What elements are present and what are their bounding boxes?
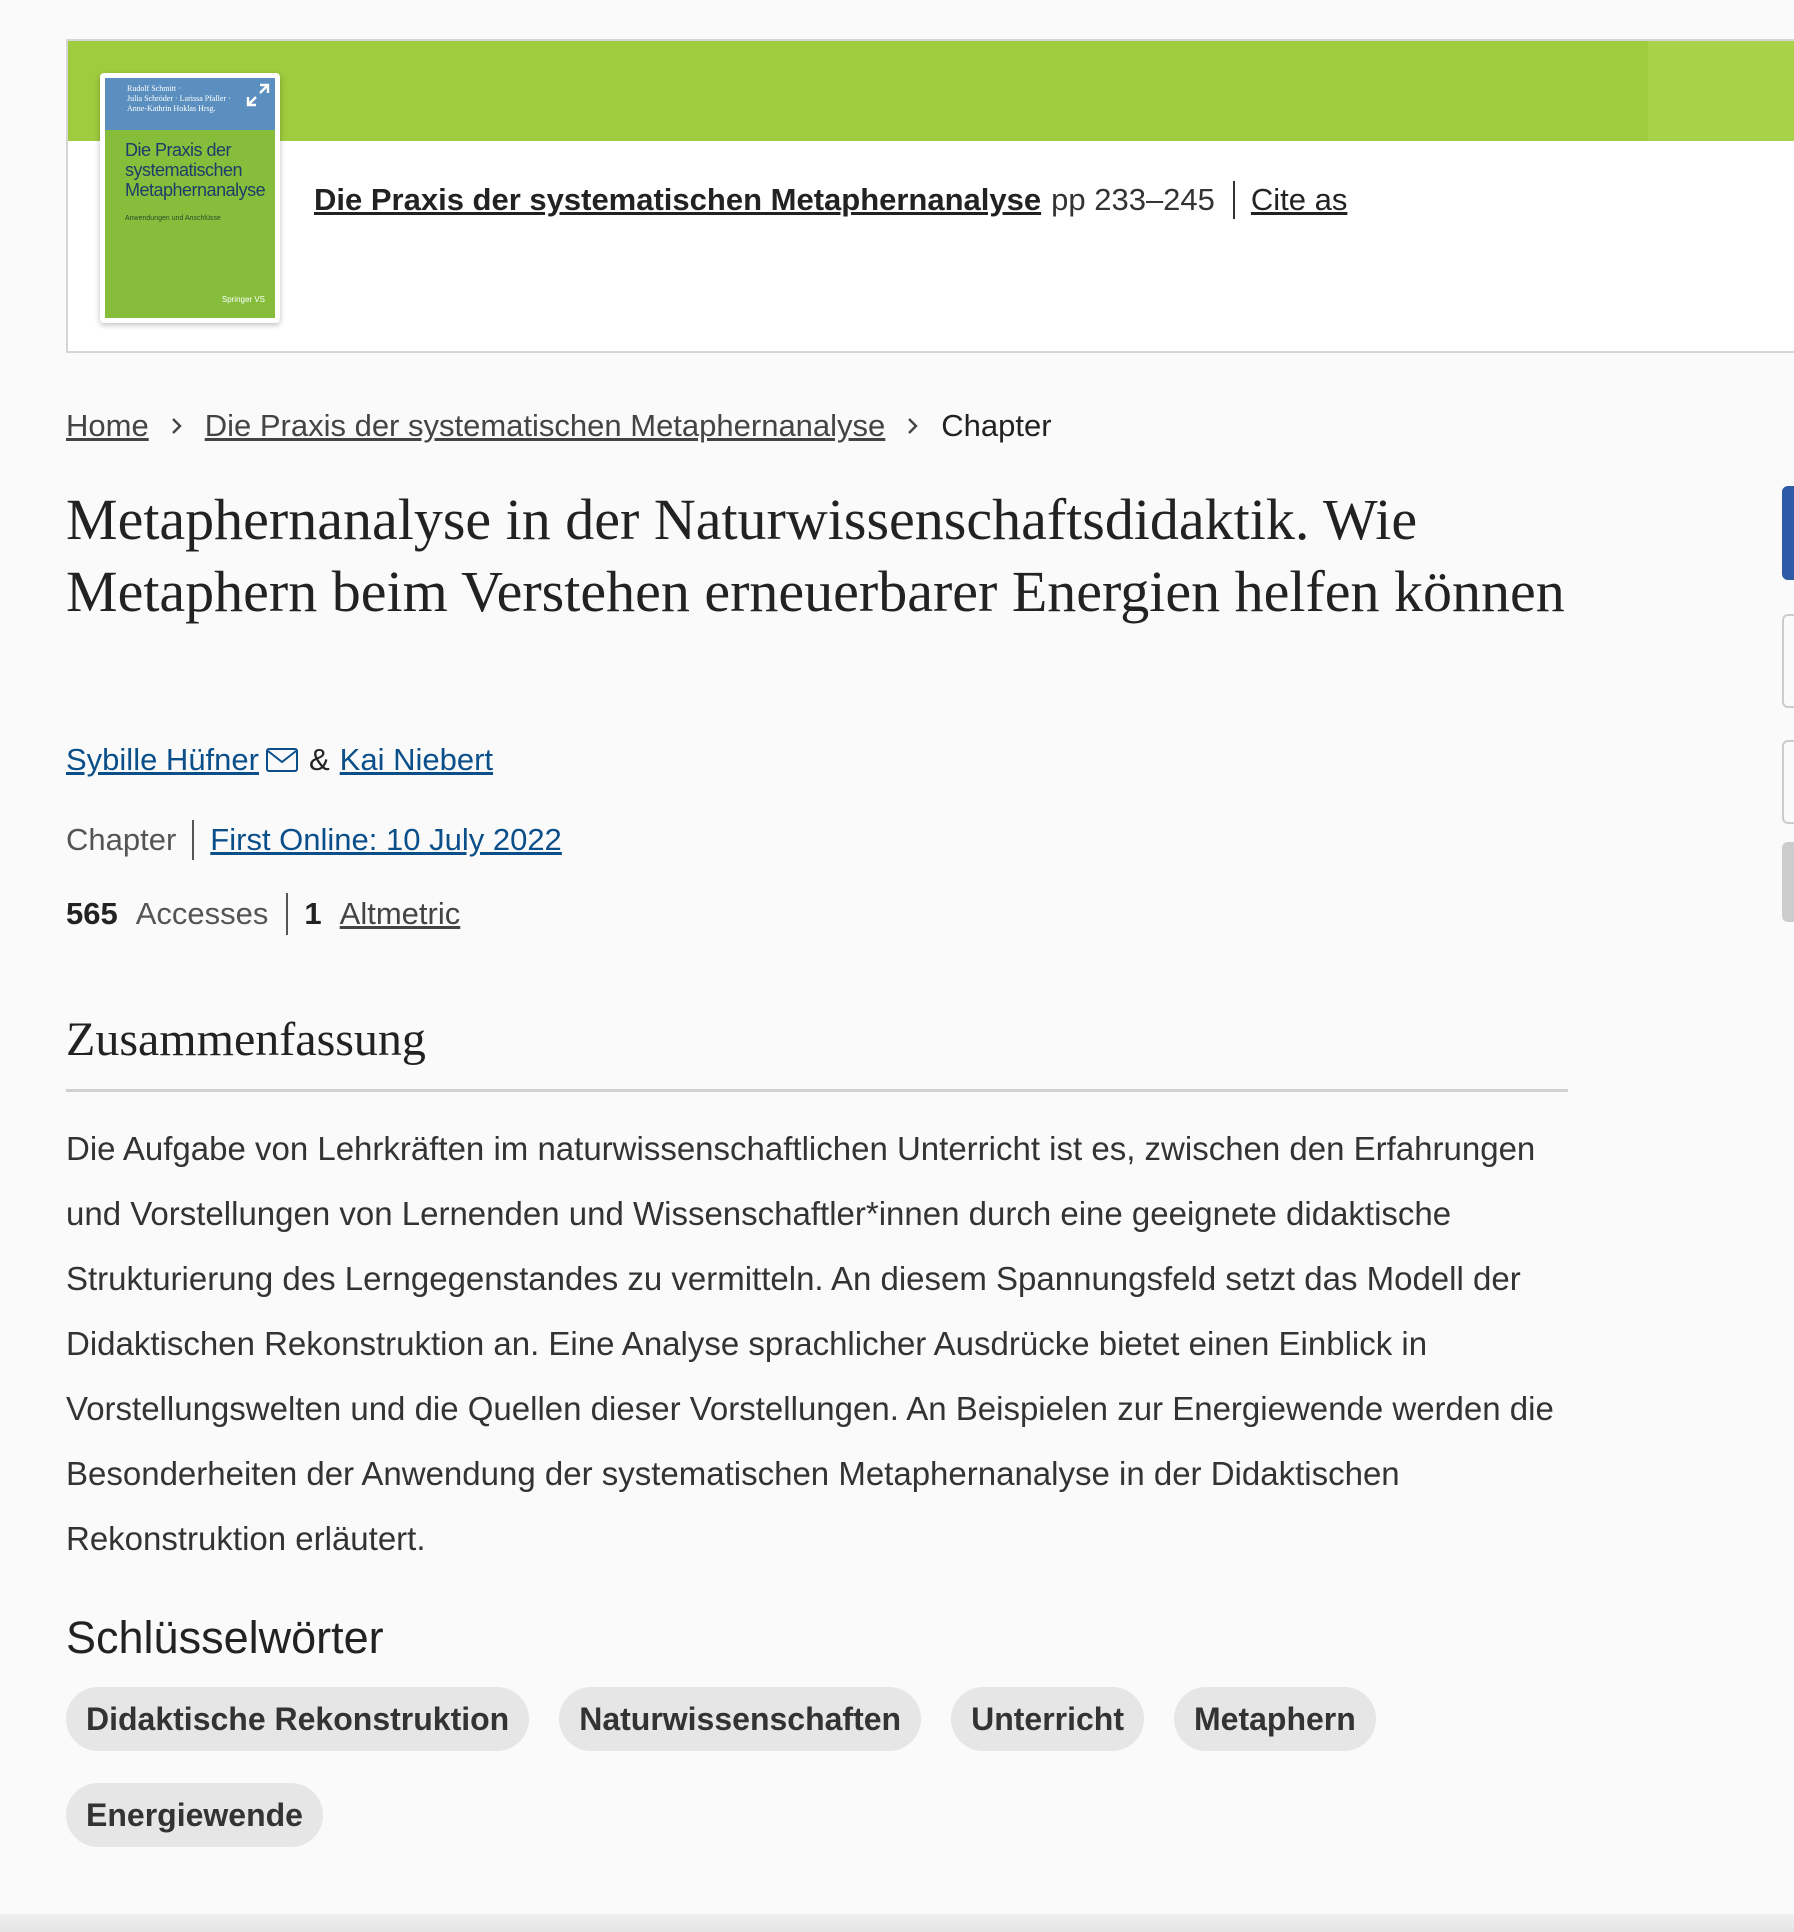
book-cover[interactable] bbox=[100, 73, 280, 323]
page-title: Metaphernanalyse in der Naturwissenschaftsdidaktik. Wie Metaphern beim Verstehen erneuerbarer Energien helfen können bbox=[66, 487, 1565, 624]
breadcrumb-book[interactable]: Die Praxis der systematischen Metaphernanalyse bbox=[204, 408, 886, 443]
chevron-right-icon bbox=[169, 416, 185, 436]
cover-title-line: Die Praxis der bbox=[125, 140, 232, 160]
cover-editor-line: Anne-Kathrin Hoklas Hrsg. bbox=[127, 104, 216, 113]
cover-publisher: Springer VS bbox=[221, 295, 265, 304]
book-header-band-edge bbox=[1648, 41, 1794, 141]
cite-as-link[interactable]: Cite as bbox=[1250, 182, 1348, 217]
mail-icon[interactable] bbox=[265, 747, 299, 773]
abstract-text: Die Aufgabe von Lehrkräften im naturwissenschaftlichen Unterricht ist es, zwischen den Erfahrungen und Vorstellungen von Lernenden und Wissenschaftler*innen durch eine geeignete didaktische Strukturierung des Lerngegenstandes zu vermitteln. An diesem Spannungsfeld setzt das Modell der Didaktischen Rekonstruktion an. Eine Analyse sprachlicher Ausdrücke bietet einen Einblick in Vorstellungswelten und die Quellen dieser Vorstellungen. An Beispielen zur Energiewende werden die Besonderheiten der Anwendung der systematischen Metaphernanalyse in der Didaktischen Rekonstruktion erläutert. bbox=[66, 1130, 1554, 1557]
accesses-count: 565 bbox=[66, 896, 118, 931]
keyword-chip[interactable]: Unterricht bbox=[951, 1687, 1144, 1751]
divider bbox=[286, 893, 288, 935]
cover-title-line: Metaphernanalyse bbox=[125, 180, 266, 200]
sidebar-box-edge[interactable] bbox=[1782, 614, 1794, 708]
book-info-line bbox=[314, 181, 1347, 219]
book-header-band bbox=[68, 41, 1794, 141]
article-metrics bbox=[66, 893, 460, 935]
author-separator: & bbox=[308, 742, 330, 777]
book-header bbox=[66, 39, 1794, 353]
keyword-chip[interactable]: Energiewende bbox=[66, 1783, 323, 1847]
keyword-chip[interactable]: Naturwissenschaften bbox=[559, 1687, 921, 1751]
author-link[interactable]: Kai Niebert bbox=[339, 742, 494, 777]
author-link[interactable]: Sybille Hüfner bbox=[66, 742, 259, 777]
cover-subtitle: Anwendungen und Anschlüsse bbox=[125, 215, 221, 222]
content-type: Chapter bbox=[66, 822, 177, 857]
section-divider bbox=[66, 1089, 1568, 1092]
publication-meta bbox=[66, 820, 562, 860]
keyword-list bbox=[66, 1687, 1566, 1847]
book-title-link[interactable]: Die Praxis der systematischen Metaphernanalyse bbox=[314, 182, 1042, 217]
author-list bbox=[66, 742, 493, 778]
altmetric-link[interactable]: Altmetric bbox=[339, 896, 461, 931]
accesses-label: Accesses bbox=[135, 896, 269, 931]
breadcrumb-home[interactable]: Home bbox=[66, 408, 149, 443]
abstract-heading: Zusammenfassung bbox=[66, 1013, 426, 1066]
divider bbox=[1233, 181, 1235, 219]
cover-title-line: systematischen bbox=[125, 160, 243, 180]
divider bbox=[192, 820, 194, 860]
breadcrumb-current: Chapter bbox=[941, 408, 1052, 443]
chevron-right-icon bbox=[905, 416, 921, 436]
cover-editor-line: Rudolf Schmitt · bbox=[127, 84, 181, 93]
expand-icon[interactable] bbox=[242, 79, 274, 111]
page-bottom-edge bbox=[0, 1914, 1794, 1932]
altmetric-count: 1 bbox=[304, 896, 322, 931]
sidebar-bar-edge bbox=[1782, 842, 1794, 922]
page-range: pp 233–245 bbox=[1051, 182, 1215, 217]
sidebar-box-edge[interactable] bbox=[1782, 740, 1794, 824]
breadcrumb bbox=[66, 408, 1052, 444]
sidebar-primary-button-edge[interactable] bbox=[1782, 486, 1794, 580]
book-cover-art bbox=[105, 78, 275, 318]
keyword-chip[interactable]: Metaphern bbox=[1174, 1687, 1376, 1751]
keywords-heading: Schlüsselwörter bbox=[66, 1612, 384, 1663]
keyword-chip[interactable]: Didaktische Rekonstruktion bbox=[66, 1687, 529, 1751]
first-online-link[interactable]: First Online: 10 July 2022 bbox=[210, 822, 562, 857]
cover-title bbox=[125, 140, 265, 200]
cover-editor-line: Julia Schröder · Larissa Pfaller · bbox=[127, 94, 231, 103]
